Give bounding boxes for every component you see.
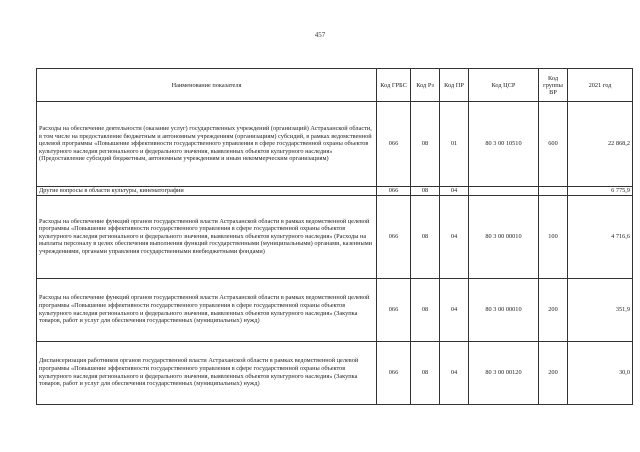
header-name: Наименование показателя — [37, 69, 377, 102]
cell-amount: 6 775,9 — [568, 187, 633, 196]
cell-csr: 80 3 00 00120 — [469, 341, 539, 404]
header-vr: Код группы ВР — [539, 69, 568, 102]
cell-csr — [469, 187, 539, 196]
cell-rz: 08 — [411, 187, 440, 196]
header-pr: Код ПР — [440, 69, 469, 102]
budget-table — [36, 68, 633, 405]
cell-pr: 01 — [440, 102, 469, 187]
cell-vr: 200 — [539, 278, 568, 341]
cell-amount: 30,0 — [568, 341, 633, 404]
table-header-row — [37, 69, 633, 102]
cell-vr — [539, 187, 568, 196]
cell-name: Расходы на обеспечение функций органов государственной власти Астраханской области в рамках ведомственной целевой программы «Повышение эффективности государственного управления в сфере государственной охраны объектов культурного наследия регионального и федерального значения, выявленных объектов культурного наследия» (Расходы на выплаты персоналу в целях обеспечения выполнения функций государственными (муниципальными) органами, казенными учреждениями, органами управления государственными внебюджетными фондами) — [37, 195, 377, 278]
cell-csr: 80 3 00 00010 — [469, 195, 539, 278]
cell-rz: 08 — [411, 102, 440, 187]
cell-pr: 04 — [440, 187, 469, 196]
header-rz: Код Рз — [411, 69, 440, 102]
cell-grbs: 066 — [377, 195, 411, 278]
header-grbs: Код ГРБС — [377, 69, 411, 102]
cell-csr: 80 3 00 10510 — [469, 102, 539, 187]
cell-name: Расходы на обеспечение деятельности (оказание услуг) государственных учреждений (организаций) Астраханской области, в том числе на предоставление бюджетным и автономным учреждениям (организациям) субсидий, в рамках ведомственной целевой программы «Повышение эффективности государственного управления в сфере государственной охраны объектов культурного наследия регионального и федерального значения, выявленных объектов культурного наследия» (Предоставление субсидий бюджетным, автономным учреждениям и иным некоммерческим организациям) — [37, 102, 377, 187]
table-row — [37, 102, 633, 187]
cell-pr: 04 — [440, 278, 469, 341]
cell-grbs: 066 — [377, 278, 411, 341]
cell-vr: 100 — [539, 195, 568, 278]
cell-grbs: 066 — [377, 341, 411, 404]
table-row — [37, 278, 633, 341]
table-row — [37, 187, 633, 196]
table-row — [37, 341, 633, 404]
cell-rz: 08 — [411, 278, 440, 341]
cell-amount: 4 716,6 — [568, 195, 633, 278]
cell-amount: 22 868,2 — [568, 102, 633, 187]
page-number: 457 — [314, 31, 326, 39]
cell-name: Расходы на обеспечение функций органов государственной власти Астраханской области в рамках ведомственной целевой программы «Повышение эффективности государственного управления в сфере государственной охраны объектов культурного наследия регионального и федерального значения, выявленных объектов культурного наследия» (Закупка товаров, работ и услуг для обеспечения государственных (муниципальных) нужд) — [37, 278, 377, 341]
table-row — [37, 195, 633, 278]
header-year: 2021 год — [568, 69, 633, 102]
header-csr: Код ЦСР — [469, 69, 539, 102]
cell-vr: 600 — [539, 102, 568, 187]
cell-name: Диспансеризация работников органов государственной власти Астраханской области в рамках ведомственной целевой программы «Повышение эффективности государственного управления в сфере государственной охраны объектов культурного наследия регионального и федерального значения, выявленных объектов культурного наследия» (Закупка товаров, работ и услуг для обеспечения государственных (муниципальных) нужд) — [37, 341, 377, 404]
cell-vr: 200 — [539, 341, 568, 404]
cell-rz: 08 — [411, 341, 440, 404]
cell-csr: 80 3 00 00010 — [469, 278, 539, 341]
cell-amount: 351,9 — [568, 278, 633, 341]
cell-name: Другие вопросы в области культуры, кинематографии — [37, 187, 377, 196]
cell-grbs: 066 — [377, 187, 411, 196]
cell-pr: 04 — [440, 341, 469, 404]
cell-rz: 08 — [411, 195, 440, 278]
cell-pr: 04 — [440, 195, 469, 278]
cell-grbs: 066 — [377, 102, 411, 187]
